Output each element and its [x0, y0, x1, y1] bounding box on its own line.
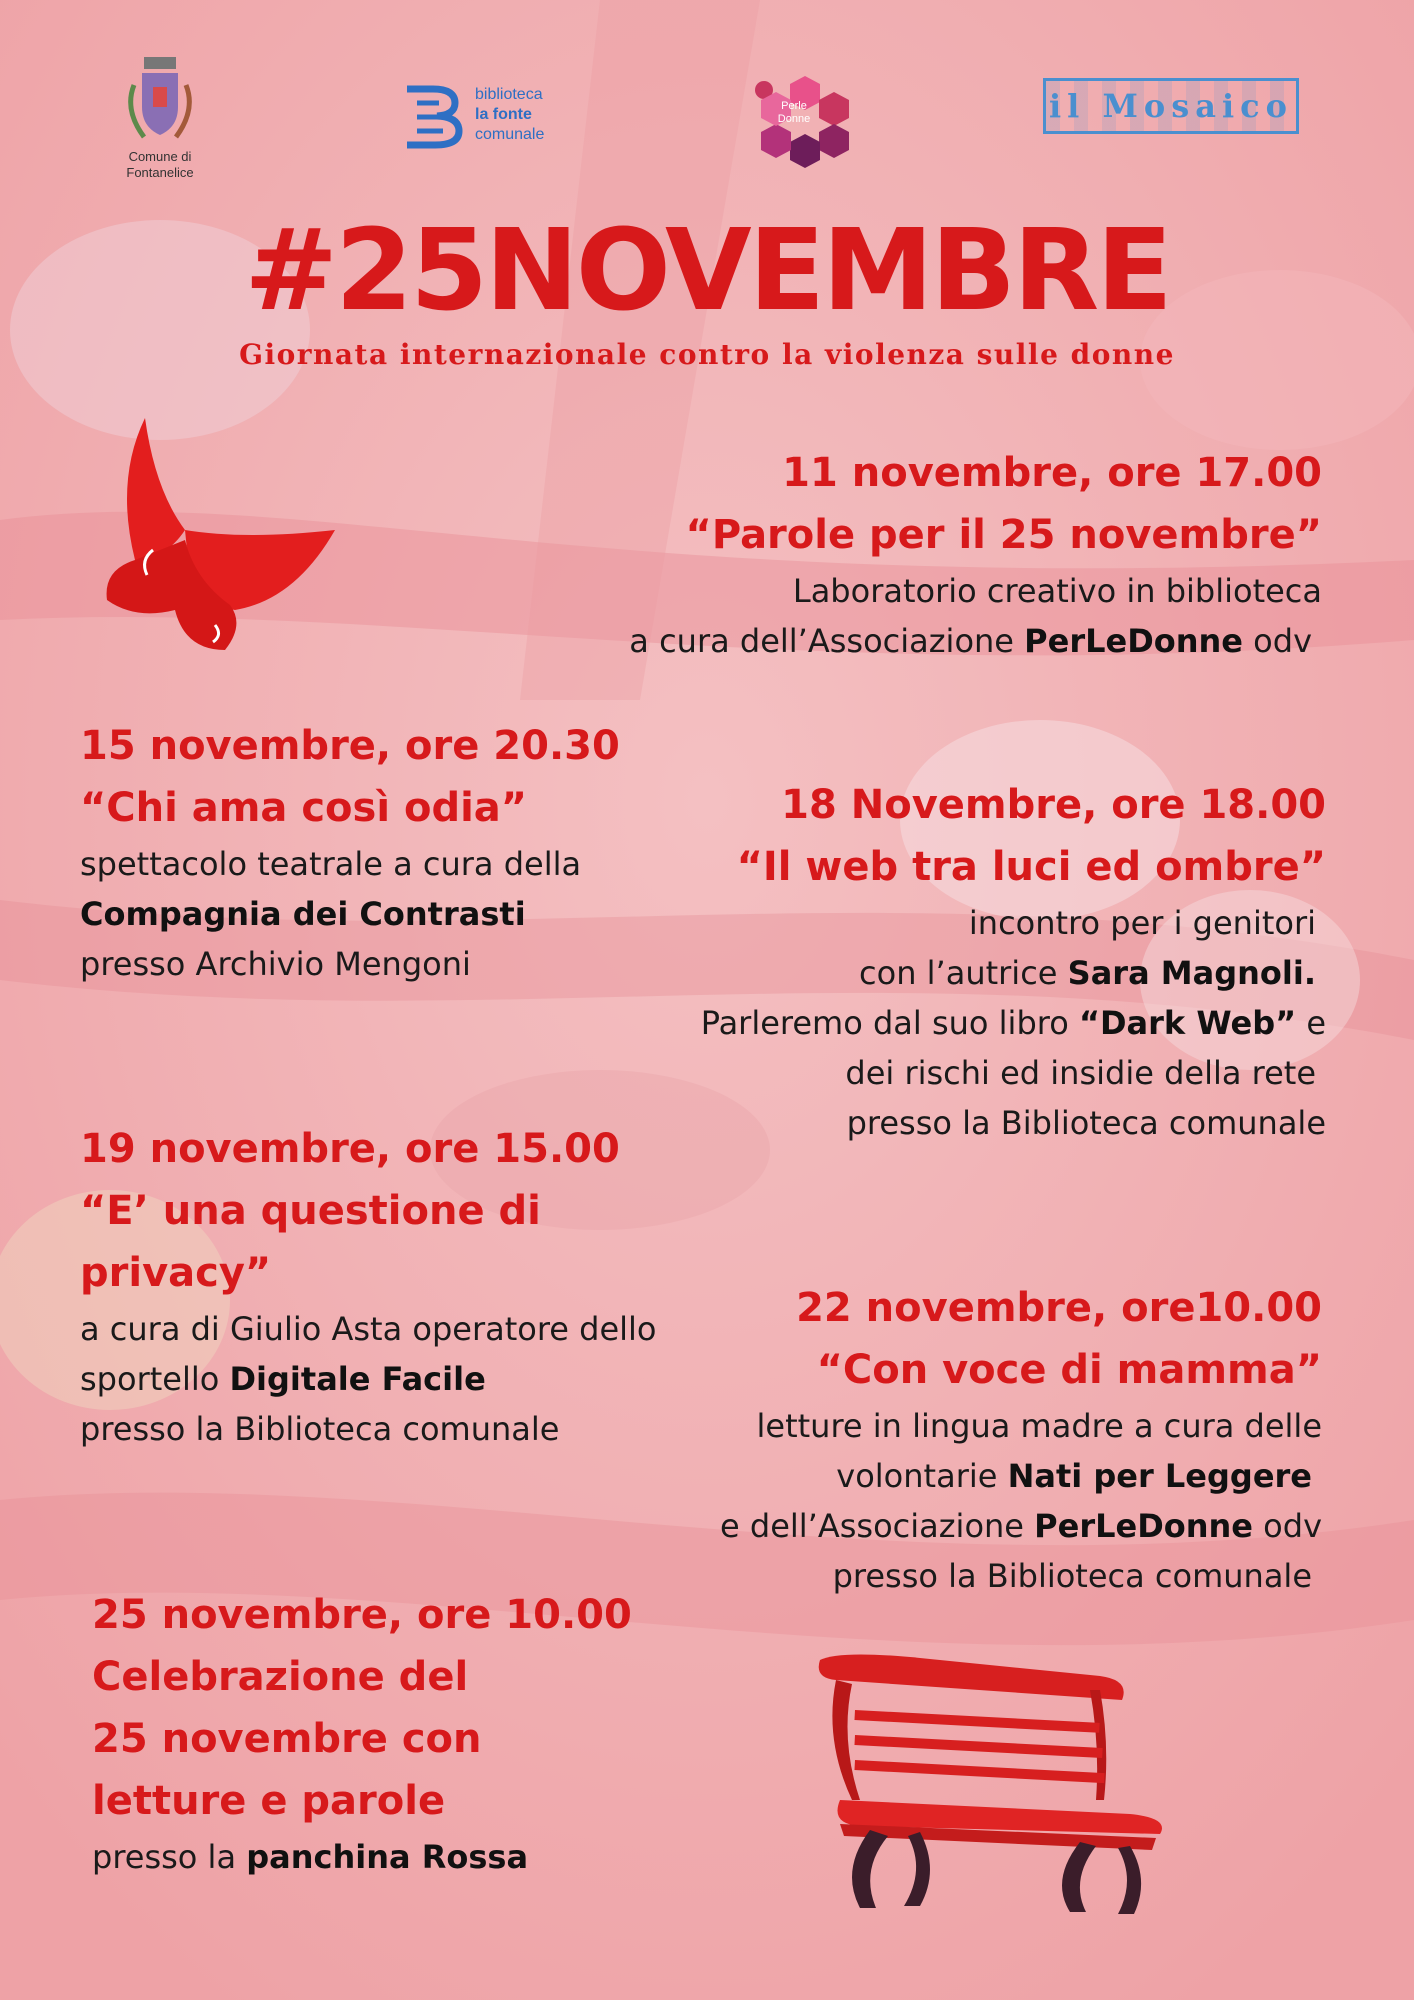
event-title-line2: privacy”	[80, 1250, 272, 1296]
event-title: “Chi ama così odia”	[80, 785, 528, 831]
biblioteca-line1: biblioteca	[475, 86, 543, 103]
event-date: 25 novembre, ore 10.00	[92, 1592, 632, 1638]
event-title-line3: letture e parole	[92, 1778, 446, 1824]
event-text: e dell’Associazione	[720, 1507, 1035, 1545]
mosaico-text: il Mosaico	[1049, 87, 1293, 125]
event-line	[80, 1354, 657, 1404]
red-butterfly-icon	[95, 410, 345, 660]
event-22-novembre	[720, 1277, 1322, 1601]
event-text: con l’autrice	[859, 954, 1068, 992]
event-title-line1: “E’ una questione di	[80, 1188, 541, 1234]
organizer-name: PerLeDonne	[1024, 622, 1243, 660]
service-name: Digitale Facile	[229, 1360, 486, 1398]
event-line	[701, 998, 1326, 1048]
location-name: panchina Rossa	[246, 1838, 529, 1876]
event-line: letture in lingua madre a cura delle	[756, 1407, 1322, 1445]
perledonne-line2: Donne	[777, 113, 811, 125]
event-line	[629, 616, 1312, 666]
event-date: 15 novembre, ore 20.30	[80, 723, 620, 769]
subtitle: Giornata internazionale contro la violenza sulle donne	[239, 338, 1175, 371]
event-date: 11 novembre, ore 17.00	[782, 450, 1322, 496]
event-text: sportello	[80, 1360, 230, 1398]
event-line: Laboratorio creativo in biblioteca	[792, 572, 1322, 610]
event-line: presso Archivio Mengoni	[80, 945, 471, 983]
event-date: 22 novembre, ore10.00	[796, 1285, 1322, 1331]
perledonne-logo	[750, 72, 860, 168]
event-text: odv	[1243, 622, 1312, 660]
comune-fontanelice-logo	[110, 55, 210, 181]
event-text: volontarie	[836, 1457, 1008, 1495]
event-line	[720, 1501, 1322, 1551]
perledonne-line1: Perle	[781, 100, 807, 112]
il-mosaico-logo	[1043, 78, 1299, 134]
book-title: “Dark Web”	[1078, 1004, 1297, 1042]
event-text: odv	[1253, 1507, 1322, 1545]
event-line: presso la Biblioteca comunale	[846, 1104, 1326, 1142]
event-line	[92, 1832, 632, 1882]
event-title: “Con voce di mamma”	[816, 1347, 1322, 1393]
event-line: a cura di Giulio Asta operatore dello	[80, 1310, 657, 1348]
event-title: “Il web tra luci ed ombre”	[736, 844, 1326, 890]
event-title-line2: 25 novembre con	[92, 1716, 482, 1762]
event-text: Parleremo dal suo libro	[700, 1004, 1079, 1042]
event-19-novembre	[80, 1118, 657, 1454]
event-line: spettacolo teatrale a cura della	[80, 845, 582, 883]
biblioteca-line3: comunale	[475, 126, 545, 143]
organizer-name: Compagnia dei Contrasti	[80, 895, 526, 933]
event-title-line1: Celebrazione del	[92, 1654, 469, 1700]
event-25-novembre	[92, 1584, 632, 1882]
event-title: “Parole per il 25 novembre”	[685, 512, 1322, 558]
event-text: e	[1296, 1004, 1326, 1042]
event-15-novembre	[80, 715, 620, 989]
biblioteca-b-icon	[403, 83, 465, 149]
event-date: 19 novembre, ore 15.00	[80, 1126, 620, 1172]
event-line: presso la Biblioteca comunale	[80, 1410, 560, 1448]
event-line	[720, 1451, 1312, 1501]
event-line	[80, 889, 620, 939]
comune-line1: Comune di	[128, 149, 192, 164]
biblioteca-la-fonte-logo	[403, 83, 573, 153]
event-date: 18 Novembre, ore 18.00	[781, 782, 1326, 828]
event-11-novembre	[629, 442, 1322, 666]
organizer-name: PerLeDonne	[1034, 1507, 1253, 1545]
event-18-novembre	[701, 774, 1326, 1148]
event-line: incontro per i genitori	[968, 904, 1316, 942]
event-line	[701, 948, 1316, 998]
event-line: presso la Biblioteca comunale	[832, 1557, 1312, 1595]
event-text: presso la	[92, 1838, 247, 1876]
hashtag-title: #25NOVEMBRE	[244, 206, 1170, 336]
event-line: dei rischi ed insidie della rete	[845, 1054, 1316, 1092]
red-bench-icon	[800, 1650, 1180, 1920]
biblioteca-line2: la fonte	[475, 106, 532, 123]
organizer-name: Nati per Leggere	[1007, 1457, 1312, 1495]
comune-line2: Fontanelice	[126, 165, 194, 180]
coat-of-arms-icon	[120, 55, 200, 145]
event-text: a cura dell’Associazione	[629, 622, 1025, 660]
author-name: Sara Magnoli.	[1067, 954, 1316, 992]
